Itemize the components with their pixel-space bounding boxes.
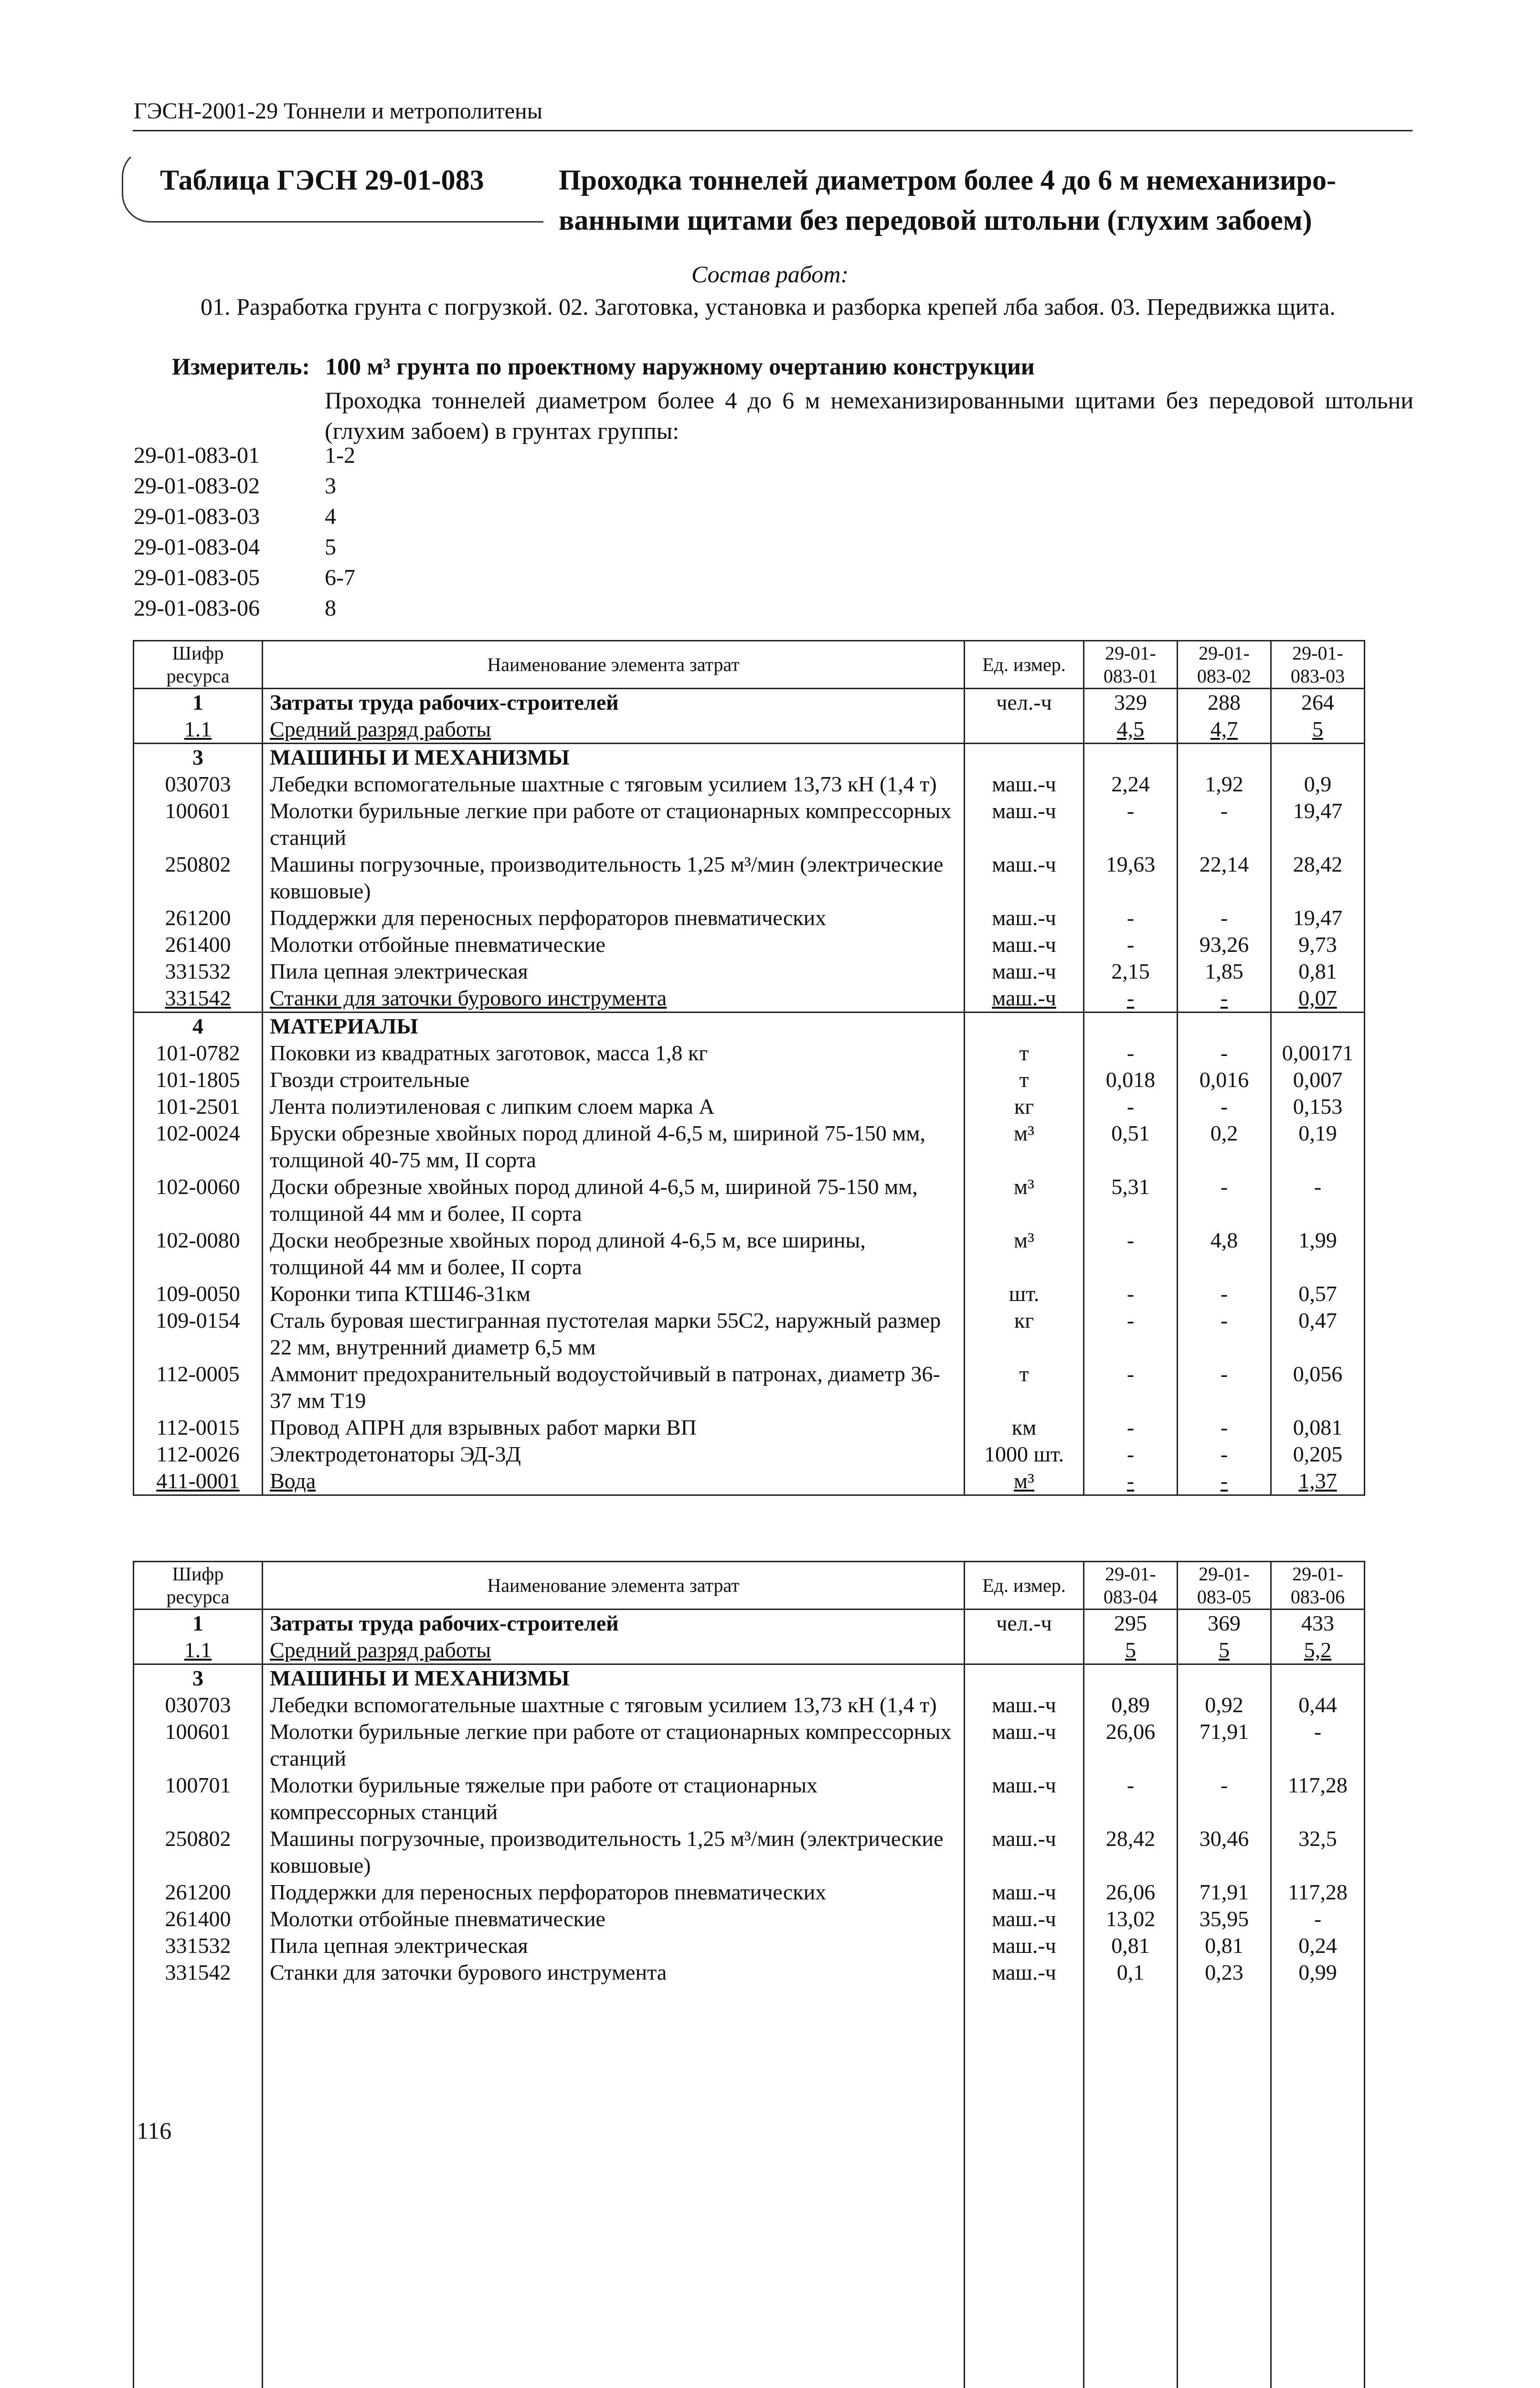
norm-value: 26,06	[1084, 1718, 1178, 1772]
cost-element-name: Средний разряд работы	[263, 1637, 965, 1664]
resource-code: 331532	[134, 958, 263, 985]
norm-value: 117,28	[1271, 1879, 1365, 1906]
unit-cell: маш.-ч	[965, 1879, 1084, 1906]
cost-element-name: Бруски обрезные хвойных пород длиной 4-6,5 м, шириной 75-150 мм, толщиной 40-75 мм, II сорта	[263, 1120, 965, 1173]
table-row	[134, 1013, 1365, 1040]
resource-code: 030703	[134, 771, 263, 798]
norm-value: -	[1084, 985, 1178, 1013]
header-norm-col-line: 29-01-	[1105, 642, 1156, 664]
table-row	[134, 958, 1365, 985]
norm-value: 0,89	[1084, 1692, 1178, 1718]
table-row	[134, 1610, 1365, 1637]
norm-code: 29-01-083-04	[134, 534, 260, 560]
norm-value: 0,47	[1271, 1307, 1365, 1361]
unit-cell	[965, 744, 1084, 771]
unit-cell: т	[965, 1066, 1084, 1093]
table-row	[134, 798, 1365, 851]
norm-value: -	[1178, 1772, 1271, 1825]
norm-code: 29-01-083-06	[134, 596, 260, 621]
norm-code-row	[134, 532, 420, 563]
norm-value: 0,153	[1271, 1093, 1365, 1120]
norm-value: 9,73	[1271, 931, 1365, 958]
norm-value: -	[1084, 1772, 1178, 1825]
norm-value: -	[1084, 798, 1178, 851]
norm-value: 0,205	[1271, 1441, 1365, 1468]
header-norm-col-line: 083-06	[1290, 1586, 1345, 1608]
cost-element-name: Машины погрузочные, производительность 1,25 м³/мин (электрические ковшовые)	[263, 1825, 965, 1879]
resource-code: 331542	[134, 985, 263, 1013]
unit-cell: маш.-ч	[965, 1906, 1084, 1932]
cost-element-name: Молотки отбойные пневматические	[263, 1906, 965, 1932]
norm-value	[1084, 1664, 1178, 1692]
cost-element-name: Аммонит предохранительный водоустойчивый в патронах, диаметр 36-37 мм Т19	[263, 1361, 965, 1414]
header-norm-col-line: 083-01	[1103, 665, 1158, 687]
norm-value: 71,91	[1178, 1879, 1271, 1906]
norm-value: 5	[1084, 1637, 1178, 1664]
unit-cell: км	[965, 1414, 1084, 1441]
unit-cell: кг	[965, 1307, 1084, 1361]
unit-cell: маш.-ч	[965, 985, 1084, 1013]
table-row	[134, 1825, 1365, 1879]
unit-cell: т	[965, 1361, 1084, 1414]
norm-value: -	[1271, 1173, 1365, 1227]
norm-value: 0,056	[1271, 1361, 1365, 1414]
norm-value: 5	[1178, 1637, 1271, 1664]
norm-value: 1,85	[1178, 958, 1271, 985]
resource-code: 3	[134, 744, 263, 771]
norm-value: 35,95	[1178, 1906, 1271, 1932]
cost-element-name: Лента полиэтиленовая с липким слоем марка А	[263, 1093, 965, 1120]
header-norm-col	[1271, 1562, 1365, 1610]
norm-value: -	[1178, 905, 1271, 931]
resource-code: 100601	[134, 798, 263, 851]
resource-code: 1	[134, 689, 263, 716]
norm-value: 0,24	[1271, 1932, 1365, 1959]
norm-value: 0,07	[1271, 985, 1365, 1013]
resource-code: 331542	[134, 1959, 263, 2388]
norm-value: 4,5	[1084, 716, 1178, 744]
norm-value: 28,42	[1084, 1825, 1178, 1879]
running-head: ГЭСН-2001-29 Тоннели и метрополитены	[134, 98, 542, 124]
cost-element-name: Доски обрезные хвойных пород длиной 4-6,5 м, шириной 75-150 мм, толщиной 44 мм и более, II сорта	[263, 1173, 965, 1227]
norm-value: -	[1084, 1361, 1178, 1414]
header-norm-col	[1084, 1562, 1178, 1610]
table-row	[134, 851, 1365, 905]
norm-value: -	[1084, 1441, 1178, 1468]
norm-value: 71,91	[1178, 1718, 1271, 1772]
table-row	[134, 1468, 1365, 1495]
norm-value: -	[1178, 1093, 1271, 1120]
header-norm-col-line: 29-01-	[1199, 642, 1250, 664]
table-row	[134, 1718, 1365, 1772]
norm-value: -	[1178, 1173, 1271, 1227]
norm-value: 117,28	[1271, 1772, 1365, 1825]
norm-value: -	[1178, 985, 1271, 1013]
norm-value: -	[1084, 1227, 1178, 1280]
norm-value: -	[1178, 1280, 1271, 1307]
norm-value: -	[1271, 1718, 1365, 1772]
norm-value: 0,81	[1084, 1932, 1178, 1959]
norm-value: 433	[1271, 1610, 1365, 1637]
norm-value	[1178, 744, 1271, 771]
norm-code-row	[134, 471, 420, 501]
cost-element-name: Молотки бурильные тяжелые при работе от стационарных компрессорных станций	[263, 1772, 965, 1825]
resource-code: 100601	[134, 1718, 263, 1772]
cost-element-name: МАТЕРИАЛЫ	[263, 1013, 965, 1040]
unit-cell: маш.-ч	[965, 958, 1084, 985]
norm-value: 1,92	[1178, 771, 1271, 798]
header-norm-col-line: 083-05	[1197, 1586, 1252, 1608]
norm-value: 0,081	[1271, 1414, 1365, 1441]
table-row	[134, 1307, 1365, 1361]
resource-code: 109-0050	[134, 1280, 263, 1307]
page-number: 116	[137, 2117, 172, 2144]
norm-value: -	[1178, 1441, 1271, 1468]
table-row	[134, 744, 1365, 771]
norm-value: 32,5	[1271, 1825, 1365, 1879]
unit-cell: маш.-ч	[965, 1932, 1084, 1959]
norm-value: 4,7	[1178, 716, 1271, 744]
table-row	[134, 689, 1365, 716]
norm-code-row	[134, 563, 420, 593]
norm-value: 0,92	[1178, 1692, 1271, 1718]
norm-value: -	[1178, 1307, 1271, 1361]
unit-cell: маш.-ч	[965, 851, 1084, 905]
norm-value: 0,016	[1178, 1066, 1271, 1093]
unit-cell: маш.-ч	[965, 1718, 1084, 1772]
cost-element-name: Лебедки вспомогательные шахтные с тяговым усилием 13,73 кН (1,4 т)	[263, 771, 965, 798]
table-row	[134, 1361, 1365, 1414]
resource-code: 1.1	[134, 716, 263, 744]
norm-value: -	[1178, 1414, 1271, 1441]
unit-cell: 1000 шт.	[965, 1441, 1084, 1468]
cost-element-name: Поддержки для переносных перфораторов пневматических	[263, 905, 965, 931]
cost-element-name: Доски необрезные хвойных пород длиной 4-6,5 м, все ширины, толщиной 44 мм и более, II сорта	[263, 1227, 965, 1280]
cost-element-name: Гвозди строительные	[263, 1066, 965, 1093]
header-code: Шифр ресурса	[134, 1562, 263, 1610]
norm-value	[1084, 744, 1178, 771]
norm-value: 5	[1271, 716, 1365, 744]
norm-value: 5,31	[1084, 1173, 1178, 1227]
cost-element-name: Молотки бурильные легкие при работе от стационарных компрессорных станций	[263, 798, 965, 851]
norm-value: 13,02	[1084, 1906, 1178, 1932]
composition-text: 01. Разработка грунта с погрузкой. 02. Заготовка, установка и разборка крепей лба забоя. 03. Передвижка щита.	[201, 293, 1336, 320]
unit-cell: м³	[965, 1120, 1084, 1173]
unit-cell: маш.-ч	[965, 905, 1084, 931]
cost-element-name: Вода	[263, 1468, 965, 1495]
table-row	[134, 1637, 1365, 1664]
header-unit: Ед. измер.	[965, 641, 1084, 689]
cost-element-name: Сталь буровая шестигранная пустотелая марки 55С2, наружный размер 22 мм, внутренний диаметр 6,5 мм	[263, 1307, 965, 1361]
resource-code: 261200	[134, 905, 263, 931]
table-row	[134, 771, 1365, 798]
cost-element-name: Средний разряд работы	[263, 716, 965, 744]
table-row	[134, 1772, 1365, 1825]
unit-cell: маш.-ч	[965, 771, 1084, 798]
composition-heading: Состав работ:	[691, 261, 849, 288]
header-norm-col-line: 29-01-	[1199, 1563, 1250, 1585]
norm-value: 264	[1271, 689, 1365, 716]
norm-value: 0,23	[1178, 1959, 1271, 2388]
norm-value: -	[1084, 1307, 1178, 1361]
resource-code: 261400	[134, 931, 263, 958]
cost-element-name: Пила цепная электрическая	[263, 1932, 965, 1959]
resource-table-2	[133, 1561, 1365, 2388]
norm-value	[1271, 744, 1365, 771]
header-norm-col	[1178, 641, 1271, 689]
resource-code: 100701	[134, 1772, 263, 1825]
norm-value: 329	[1084, 689, 1178, 716]
norm-value: -	[1084, 1040, 1178, 1066]
resource-code: 030703	[134, 1692, 263, 1718]
table-row	[134, 1227, 1365, 1280]
resource-code: 3	[134, 1664, 263, 1692]
cost-element-name: Коронки типа КТШ46-31км	[263, 1280, 965, 1307]
cost-element-name: Молотки отбойные пневматические	[263, 931, 965, 958]
unit-cell	[965, 1013, 1084, 1040]
norm-value: -	[1178, 798, 1271, 851]
unit-cell: маш.-ч	[965, 798, 1084, 851]
resource-code: 261400	[134, 1906, 263, 1932]
header-norm-col-line: 29-01-	[1292, 1563, 1343, 1585]
table-row	[134, 1280, 1365, 1307]
norm-code-row	[134, 501, 420, 532]
resource-code: 101-1805	[134, 1066, 263, 1093]
header-norm-col	[1178, 1562, 1271, 1610]
resource-code: 109-0154	[134, 1307, 263, 1361]
header-norm-col-line: 083-04	[1103, 1586, 1158, 1608]
resource-code: 102-0024	[134, 1120, 263, 1173]
cost-element-name: Затраты труда рабочих-строителей	[263, 1610, 965, 1637]
cost-element-name: Лебедки вспомогательные шахтные с тяговым усилием 13,73 кН (1,4 т)	[263, 1692, 965, 1718]
unit-cell	[965, 1637, 1084, 1664]
norm-code: 29-01-083-03	[134, 504, 260, 529]
table-title-text	[559, 160, 1413, 240]
norm-value: 2,15	[1084, 958, 1178, 985]
resource-code: 331532	[134, 1932, 263, 1959]
resource-code: 4	[134, 1013, 263, 1040]
unit-cell: маш.-ч	[965, 1959, 1084, 2388]
unit-cell: кг	[965, 1093, 1084, 1120]
unit-cell: чел.-ч	[965, 689, 1084, 716]
norm-value: 0,9	[1271, 771, 1365, 798]
cost-element-name: Станки для заточки бурового инструмента	[263, 1959, 965, 2388]
table-row	[134, 716, 1365, 744]
header-norm-col-line: 083-03	[1290, 665, 1345, 687]
norm-value: 0,81	[1271, 958, 1365, 985]
cost-element-name: Провод АПРН для взрывных работ марки ВП	[263, 1414, 965, 1441]
meter	[172, 352, 1035, 380]
header-norm-col-line: 29-01-	[1292, 642, 1343, 664]
norm-value	[1084, 1013, 1178, 1040]
table-title-line-1: Проходка тоннелей диаметром более 4 до 6 м немеханизиро-	[559, 164, 1337, 196]
resource-code: 102-0080	[134, 1227, 263, 1280]
soil-group: 4	[325, 504, 336, 529]
cost-element-name: Пила цепная электрическая	[263, 958, 965, 985]
norm-value: 4,8	[1178, 1227, 1271, 1280]
resource-code: 102-0060	[134, 1173, 263, 1227]
norm-value: 2,24	[1084, 771, 1178, 798]
unit-cell: т	[965, 1040, 1084, 1066]
table-row	[134, 985, 1365, 1013]
unit-cell: шт.	[965, 1280, 1084, 1307]
norm-code: 29-01-083-05	[134, 565, 260, 590]
cost-element-name: МАШИНЫ И МЕХАНИЗМЫ	[263, 744, 965, 771]
norm-value: 0,99	[1271, 1959, 1365, 2388]
resource-code: 261200	[134, 1879, 263, 1906]
norm-value: -	[1178, 1361, 1271, 1414]
norm-value: 0,007	[1271, 1066, 1365, 1093]
unit-cell: маш.-ч	[965, 1825, 1084, 1879]
norm-value: -	[1084, 1280, 1178, 1307]
norm-value	[1178, 1013, 1271, 1040]
resource-code: 1	[134, 1610, 263, 1637]
norm-value: 369	[1178, 1610, 1271, 1637]
unit-cell	[965, 716, 1084, 744]
cost-element-name: Машины погрузочные, производительность 1,25 м³/мин (электрические ковшовые)	[263, 851, 965, 905]
header-norm-col-line: 083-02	[1197, 665, 1252, 687]
table-title-line-2: ванными щитами без передовой штольни (глухим забоем)	[559, 204, 1312, 236]
unit-cell	[965, 1664, 1084, 1692]
norm-value: 26,06	[1084, 1879, 1178, 1906]
norm-value: 0,00171	[1271, 1040, 1365, 1066]
resource-code: 250802	[134, 851, 263, 905]
header-rule	[133, 130, 1413, 131]
norm-code-row	[134, 440, 420, 471]
resource-code: 112-0015	[134, 1414, 263, 1441]
table-row	[134, 1040, 1365, 1066]
resource-code: 1.1	[134, 1637, 263, 1664]
unit-cell: м³	[965, 1468, 1084, 1495]
table-row	[134, 905, 1365, 931]
table-row	[134, 1906, 1365, 1932]
norm-value: 19,63	[1084, 851, 1178, 905]
unit-cell: маш.-ч	[965, 931, 1084, 958]
norm-value: -	[1084, 1414, 1178, 1441]
table-row	[134, 1692, 1365, 1718]
norm-value: 1,99	[1271, 1227, 1365, 1280]
norm-value: 0,81	[1178, 1932, 1271, 1959]
norm-value: -	[1084, 905, 1178, 931]
soil-group: 8	[325, 596, 336, 621]
resource-code: 101-2501	[134, 1093, 263, 1120]
cost-element-name: МАШИНЫ И МЕХАНИЗМЫ	[263, 1664, 965, 1692]
table-row	[134, 1441, 1365, 1468]
unit-cell: м³	[965, 1227, 1084, 1280]
norm-value: 0,2	[1178, 1120, 1271, 1173]
table-row	[134, 1093, 1365, 1120]
soil-group: 1-2	[325, 443, 355, 468]
cost-element-name: Поддержки для переносных перфораторов пневматических	[263, 1879, 965, 1906]
norm-value: 1,37	[1271, 1468, 1365, 1495]
resource-code: 411-0001	[134, 1468, 263, 1495]
resource-code: 250802	[134, 1825, 263, 1879]
norm-value	[1271, 1013, 1365, 1040]
header-unit: Ед. измер.	[965, 1562, 1084, 1610]
norm-value: -	[1178, 1040, 1271, 1066]
table-row	[134, 1664, 1365, 1692]
table-row	[134, 1879, 1365, 1906]
header-norm-col	[1084, 641, 1178, 689]
table-row	[134, 1120, 1365, 1173]
soil-group: 6-7	[325, 565, 355, 590]
norm-value: 295	[1084, 1610, 1178, 1637]
norm-value: 22,14	[1178, 851, 1271, 905]
header-name: Наименование элемента затрат	[263, 1562, 965, 1610]
resource-table-1	[133, 640, 1365, 1496]
norm-value: 0,19	[1271, 1120, 1365, 1173]
soil-group: 5	[325, 534, 336, 560]
header-norm-col	[1271, 641, 1365, 689]
norm-value: 0,51	[1084, 1120, 1178, 1173]
norm-value: 5,2	[1271, 1637, 1365, 1664]
header-norm-col-line: 29-01-	[1105, 1563, 1156, 1585]
norm-value: 0,57	[1271, 1280, 1365, 1307]
unit-cell: м³	[965, 1173, 1084, 1227]
norm-value	[1178, 1664, 1271, 1692]
norm-value: 288	[1178, 689, 1271, 716]
norm-value: -	[1084, 1468, 1178, 1495]
norm-value: 0,018	[1084, 1066, 1178, 1093]
unit-cell: маш.-ч	[965, 1692, 1084, 1718]
norm-value: -	[1084, 1093, 1178, 1120]
norm-code-row	[134, 593, 420, 624]
norm-code: 29-01-083-01	[134, 443, 260, 468]
meter-label: Измеритель:	[172, 353, 310, 380]
table-row	[134, 1932, 1365, 1959]
norm-value: -	[1271, 1906, 1365, 1932]
cost-element-name: Электродетонаторы ЭД-3Д	[263, 1441, 965, 1468]
norm-value: 0,1	[1084, 1959, 1178, 2388]
cost-element-name: Станки для заточки бурового инструмента	[263, 985, 965, 1013]
cost-element-name: Затраты труда рабочих-строителей	[263, 689, 965, 716]
table-row	[134, 1173, 1365, 1227]
norm-subheading: Проходка тоннелей диаметром более 4 до 6 м немеханизированными щитами без передовой штольни (глухим забоем) в грунтах группы:	[325, 387, 1413, 444]
norm-value	[1271, 1664, 1365, 1692]
norm-value: 19,47	[1271, 798, 1365, 851]
table-row	[134, 931, 1365, 958]
meter-value: 100 м³ грунта по проектному наружному очертанию конструкции	[325, 353, 1035, 380]
table-row	[134, 1414, 1365, 1441]
resource-code: 112-0026	[134, 1441, 263, 1468]
norm-value: 0,44	[1271, 1692, 1365, 1718]
soil-group: 3	[325, 473, 336, 499]
header-name: Наименование элемента затрат	[263, 641, 965, 689]
norm-code-list	[134, 440, 420, 624]
resource-code: 112-0005	[134, 1361, 263, 1414]
unit-cell: маш.-ч	[965, 1772, 1084, 1825]
norm-value: 19,47	[1271, 905, 1365, 931]
norm-value: -	[1084, 931, 1178, 958]
norm-code: 29-01-083-02	[134, 473, 260, 499]
norm-value: 30,46	[1178, 1825, 1271, 1879]
table-row	[134, 1959, 1365, 2388]
norm-value: -	[1178, 1468, 1271, 1495]
cost-element-name: Поковки из квадратных заготовок, масса 1,8 кг	[263, 1040, 965, 1066]
header-code: Шифр ресурса	[134, 641, 263, 689]
cost-element-name: Молотки бурильные легкие при работе от стационарных компрессорных станций	[263, 1718, 965, 1772]
unit-cell: чел.-ч	[965, 1610, 1084, 1637]
norm-value: 93,26	[1178, 931, 1271, 958]
resource-code: 101-0782	[134, 1040, 263, 1066]
norm-value: 28,42	[1271, 851, 1365, 905]
table-row	[134, 1066, 1365, 1093]
table-title-label: Таблица ГЭСН 29-01-083	[160, 164, 484, 196]
